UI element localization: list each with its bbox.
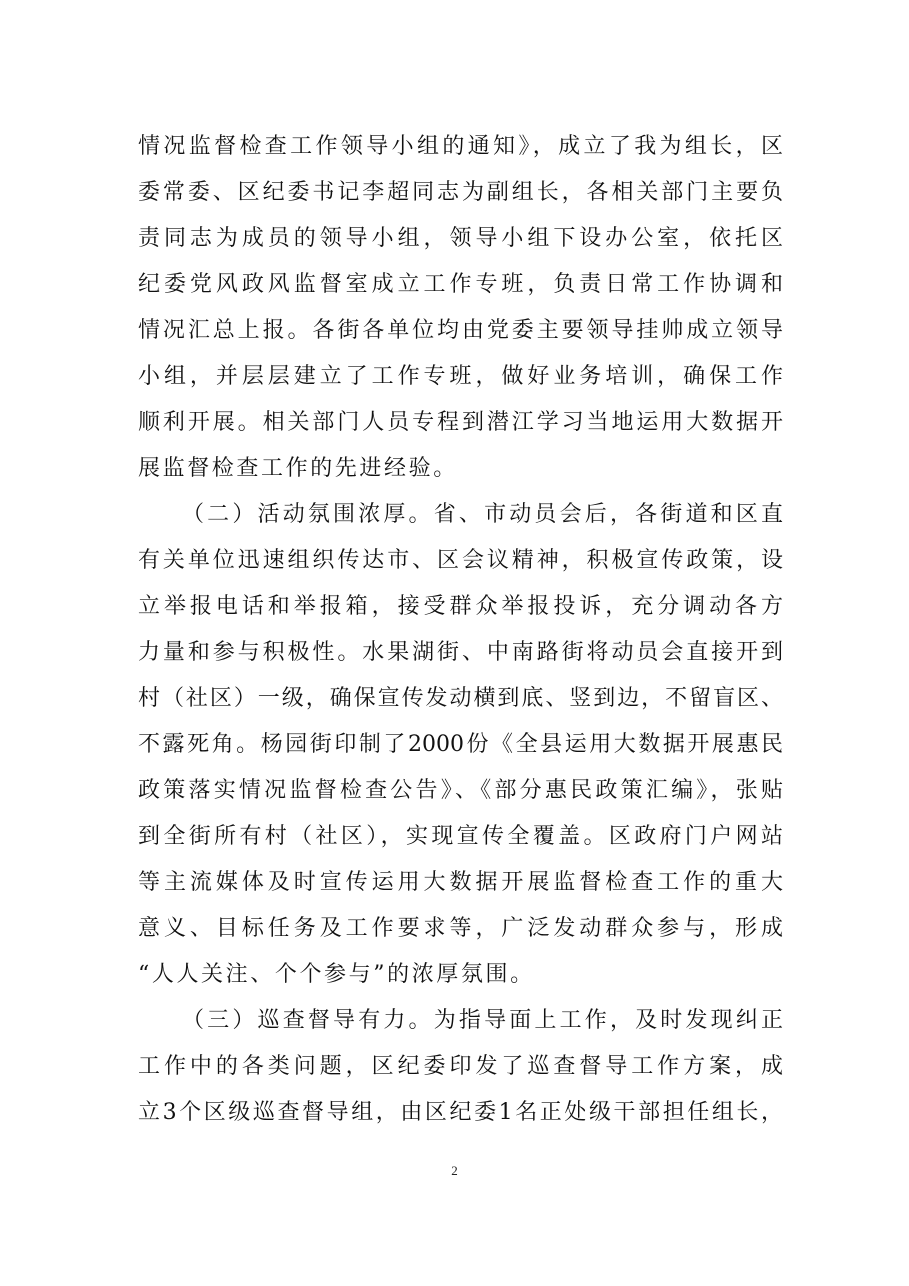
text-line: 政策落实情况监督检查公告》、《部分惠民政策汇编》，张贴 [138, 778, 783, 803]
text-line: 顺利开展。相关部门人员专程到潜江学习当地运用大数据开 [138, 410, 783, 435]
text-line: 小组，并层层建立了工作专班，做好业务培训，确保工作 [138, 364, 783, 389]
text-line: 纪委党风政风监督室成立工作专班，负责日常工作协调和 [138, 272, 783, 297]
text-line: 立举报电话和举报箱，接受群众举报投诉，充分调动各方 [138, 594, 783, 619]
text-line: “人人关注、个个参与”的浓厚氛围。 [138, 962, 535, 987]
text-line: 展监督检查工作的先进经验。 [138, 456, 458, 481]
text-line: 委常委、区纪委书记李超同志为副组长，各相关部门主要负 [138, 180, 783, 205]
text-line: 工作中的各类问题，区纪委印发了巡查督导工作方案，成 [138, 1054, 783, 1079]
text-line: 责同志为成员的领导小组，领导小组下设办公室，依托区 [138, 226, 783, 251]
page-number: 2 [451, 1163, 458, 1178]
text-line: 意义、目标任务及工作要求等，广泛发动群众参与，形成 [138, 916, 783, 941]
text-line: 到全街所有村（社区），实现宣传全覆盖。区政府门户网站 [138, 824, 783, 849]
body-text [138, 124, 783, 1136]
text-line: 情况监督检查工作领导小组的通知》，成立了我为组长，区 [138, 134, 783, 159]
text-line: 力量和参与积极性。水果湖街、中南路街将动员会直接开到 [138, 640, 783, 665]
text-line: 等主流媒体及时宣传运用大数据开展监督检查工作的重大 [138, 870, 783, 895]
text-line: 立3个区级巡查督导组，由区纪委1名正处级干部担任组长， [138, 1100, 783, 1125]
paragraph-heading-line: （二）活动氛围浓厚。省、市动员会后，各街道和区直 [182, 502, 783, 527]
paragraph-heading-line: （三）巡查督导有力。为指导面上工作，及时发现纠正 [182, 1008, 783, 1033]
text-line: 有关单位迅速组织传达市、区会议精神，积极宣传政策，设 [138, 548, 783, 573]
text-line: 不露死角。杨园街印制了2000份《全县运用大数据开展惠民 [138, 732, 783, 757]
text-line: 村（社区）一级，确保宣传发动横到底、竖到边，不留盲区、 [138, 686, 783, 711]
text-line: 情况汇总上报。各街各单位均由党委主要领导挂帅成立领导 [138, 318, 783, 343]
